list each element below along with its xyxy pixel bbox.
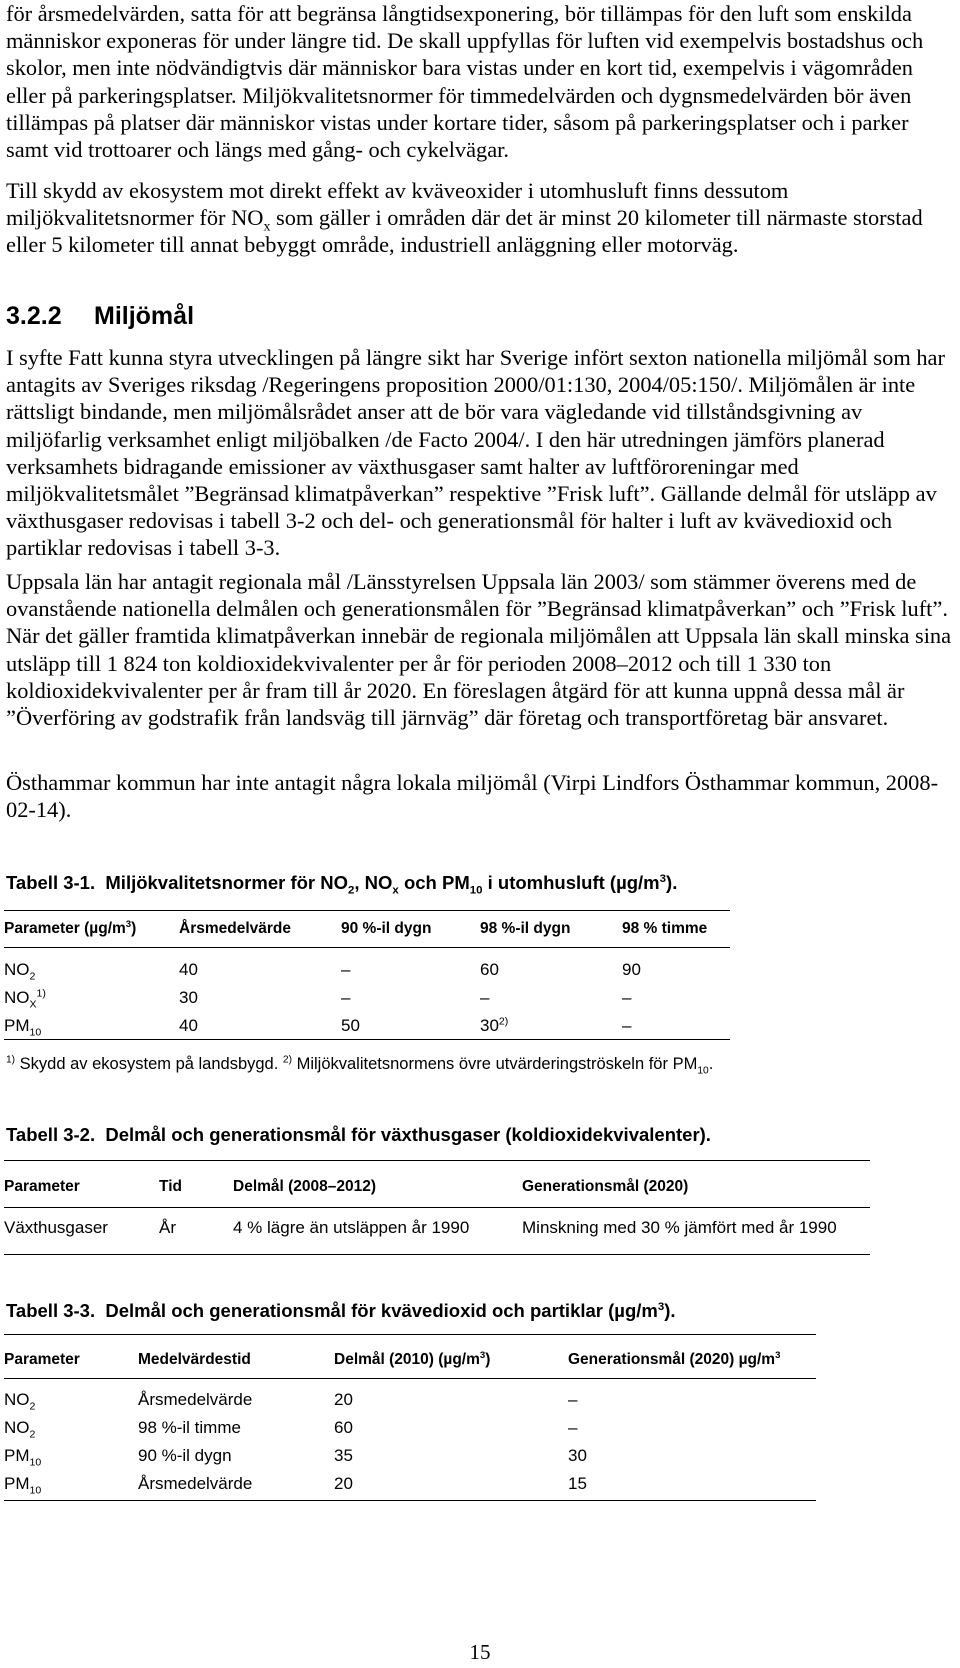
table1-footnote: $^{1)}$ Skydd av ekosystem på landsbygd. $^{2)}$ Miljökvalitetsnormens övre utvärderingströskeln för $PM_{10}$. (6, 1054, 714, 1077)
table-rule (4, 1207, 870, 1208)
paragraph-miljomal: I syfte Fatt kunna styra utvecklingen på längre sikt har Sverige infört sexton nationella miljömål som har antagits av Sveriges riksdag /Regeringens proposition 2000/01:130, 2004/05:150/. Miljömålen är inte rättsligt bindande, men miljömålsrådet anser att de bör vara vägledande vid tillståndsgivning av miljöfarlig verksamhet enligt miljöbalken /de Facto 2004/. I den här utredningen jämförs planerad verksamhets bidragande emissioner av växthusgaser samt halter av luftföroreningar med miljökvalitetsmålet ”Begränsad klimatpåverkan” respektive ”Frisk luft”. Gällande delmål för utsläpp av växthusgaser redovisas i tabell 3-2 och del- och generationsmål för halter i luft av kvävedioxid och partiklar redovisas i tabell 3-3. (6, 345, 945, 561)
table-rule (4, 1500, 816, 1501)
table1-header-98-dygn: 98 %-il dygn (480, 920, 571, 937)
paragraph-intro: för årsmedelvärden, satta för att begränsa långtidsexponering, bör tillämpas för den luft som enskilda människor exponeras för under längre tid. De skall uppfyllas för luften vid exempelvis bostadshus och skolor, men inte nödvändigtvis där människor bara vistas under en kort tid, exempelvis i vägområden eller på parkeringsplatser. Miljökvalitetsnormer för timmedelvärden och dygnsmedelvärden bör även tillämpas på platser där människor vistas under kortare tider, såsom på parkeringsplatser och i parker samt vid trottoarer och längs med gång- och cykelvägar. (6, 1, 924, 163)
table1-header-parameter: Parameter $(\mu g/m^3)$ (4, 918, 137, 937)
table1-caption: Tabell 3-1. Miljökvalitetsnormer för $NO_2$, $NO_x$ och $PM_{10}$ i utomhusluft $(\mu g/m^3)$. (6, 872, 678, 897)
table2-caption: Tabell 3-2. Delmål och generationsmål för växthusgaser (koldioxidekvivalenter). (6, 1124, 711, 1145)
table1: Parameter $(\mu g/m^3)$ Årsmedelvärde 90 %-il dygn 98 %-il dygn 98 % timme $NO_2$ 40 – 60 90 $NO_X^{1)}$ 30 – – – $PM_{10}$ 40 50 30$^{2)}$ – (4, 910, 734, 1040)
table-rule (4, 1160, 870, 1161)
table-rule (4, 1334, 816, 1335)
paragraph-uppsala: Uppsala län har antagit regionala mål /Länsstyrelsen Uppsala län 2003/ som stämmer överens med de ovanstående nationella delmålen och generationsmålen för ”Begränsad klimatpåverkan” och ”Frisk luft”. När det gäller framtida klimatpåverkan innebär de regionala miljömålen att Uppsala län skall minska sina utsläpp till 1 824 ton koldioxidekvivalenter per år för perioden 2008–2012 och till 1 330 ton koldioxidekvivalenter per år fram till år 2020. En föreslagen åtgärd för att kunna uppnå dessa mål är ”Överföring av godstrafik från landsväg till järnväg” där företag och transportföretag bär ansvaret. (6, 569, 952, 731)
table3: Parameter Medelvärdestid Delmål (2010) $(\mu g/m^3)$ Generationsmål (2020) $\mu g/m^3$ $NO_2$ Årsmedelvärde 20 – $NO_2$ 98 %-il timme 60 – $PM_{10}$ 90 %-il dygn 35 30 $PM_{10}$ Årsmedelvärde 20 15 (4, 1334, 824, 1504)
table1-header-arsmedel: Årsmedelvärde (179, 920, 292, 937)
table1-header-98-timme: 98 % timme (622, 920, 708, 937)
table-rule (4, 1039, 730, 1040)
table-rule (4, 1378, 816, 1379)
table-rule (4, 1254, 870, 1255)
table-rule (4, 910, 730, 911)
page-number: 15 (469, 1640, 491, 1664)
paragraph-ecosystem: Till skydd av ekosystem mot direkt effekt av kväveoxider i utomhusluft finns dessutom miljökvalitetsnormer för $NO_x$ som gäller i områden där det är minst 20 kilometer till närmaste storstad eller 5 kilometer till annat bebyggt område, industriell anläggning eller motorväg. (6, 178, 923, 258)
table3-caption: Tabell 3-3. Delmål och generationsmål för kvävedioxid och partiklar $(\mu g/m^3)$. (6, 1300, 676, 1321)
table1-header-90-dygn: 90 %-il dygn (341, 920, 432, 937)
table-rule (4, 947, 730, 948)
table2: Parameter Tid Delmål (2008–2012) Generationsmål (2020) Växthusgaser År 4 % lägre än utsläppen år 1990 Minskning med 30 % jämfört med år 1990 (4, 1160, 874, 1260)
paragraph-osthammar: Östhammar kommun har inte antagit några lokala miljömål (Virpi Lindfors Östhammar kommun, 2008-02-14). (6, 770, 939, 823)
section-heading: 3.2.2 Miljömål (6, 302, 195, 330)
